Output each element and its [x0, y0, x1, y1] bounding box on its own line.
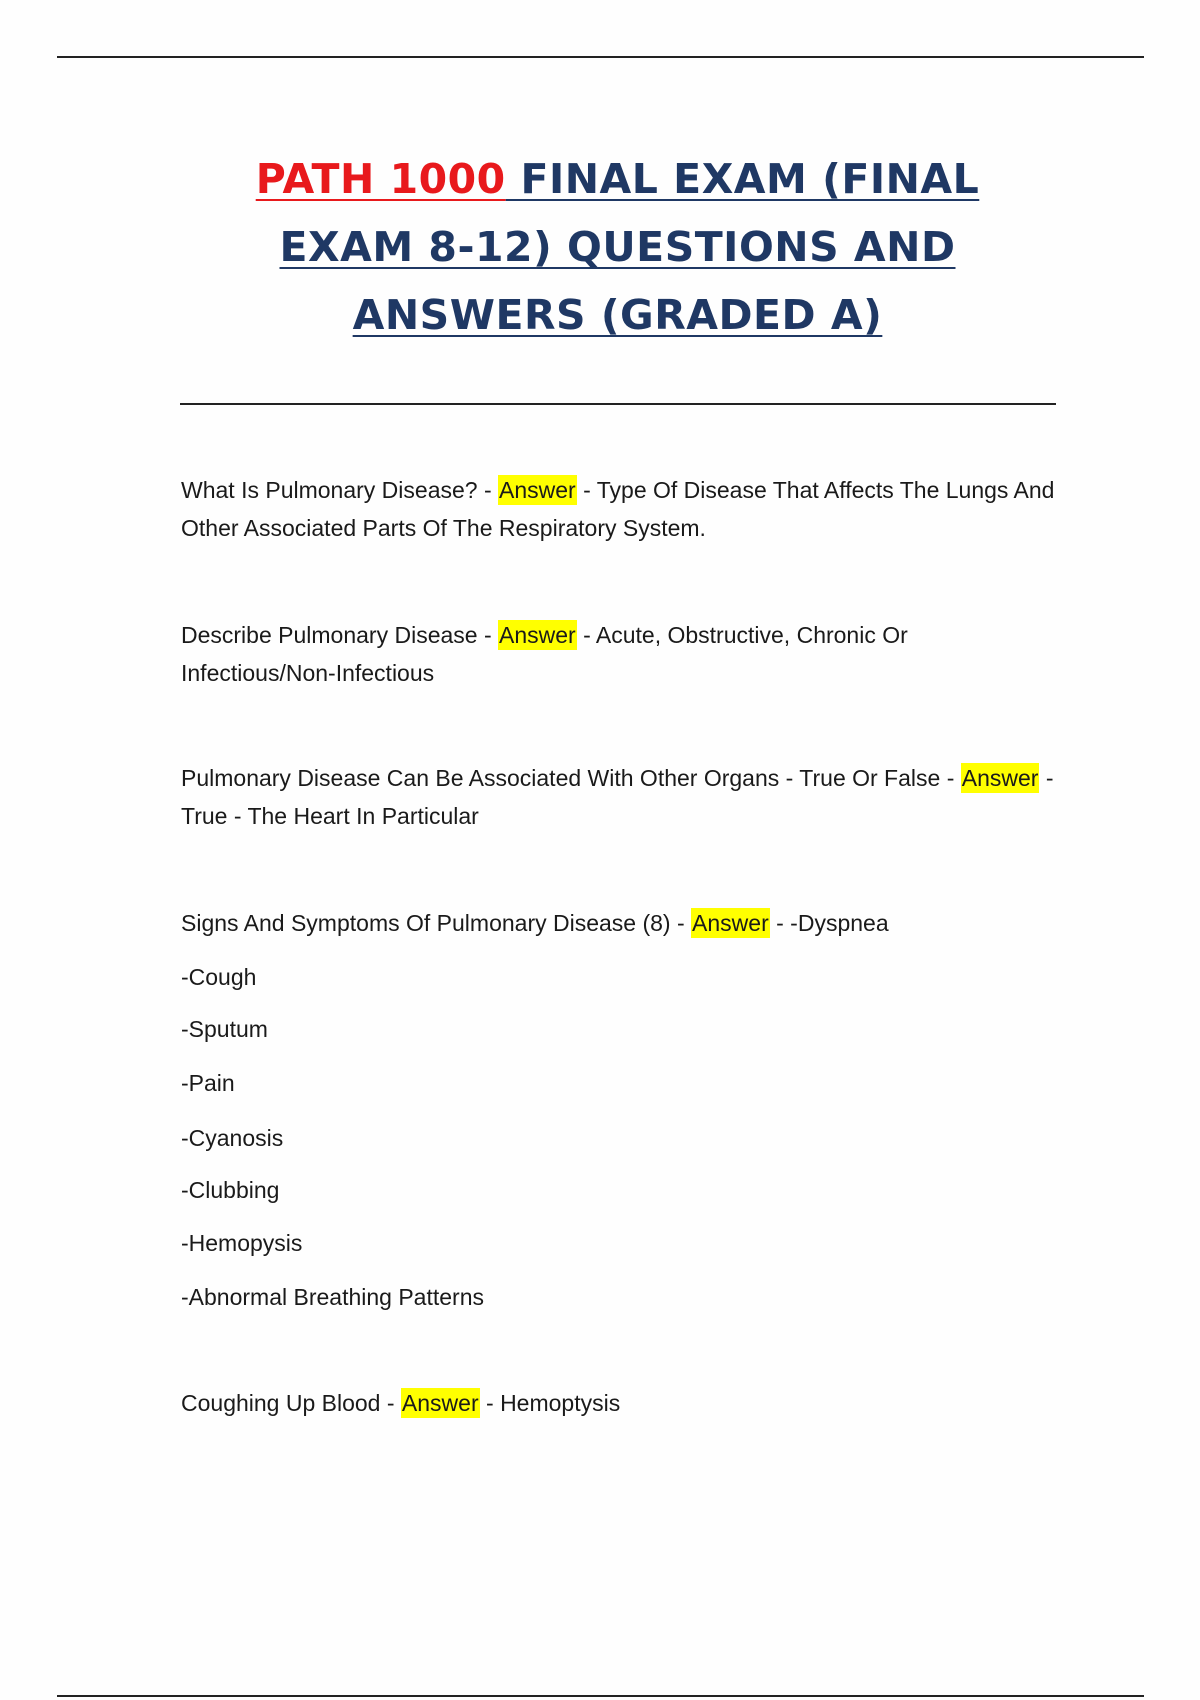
answer-text: - -Dyspnea: [769, 910, 889, 936]
question-text: Signs And Symptoms Of Pulmonary Disease (8) -: [181, 910, 692, 936]
title-course-code: PATH 1000: [255, 155, 506, 203]
answer-text: - Hemoptysis: [479, 1390, 621, 1416]
list-item: -Sputum: [181, 1016, 268, 1042]
question-text: Coughing Up Blood -: [181, 1390, 401, 1416]
qa-item-2: [181, 616, 1061, 692]
answer-highlight: Answer: [401, 1390, 479, 1416]
answer-text: - Acute, Obstructive, Chronic Or Infectious/Non-Infectious: [181, 622, 908, 686]
answer-highlight: Answer: [499, 622, 576, 648]
question-text: What Is Pulmonary Disease? -: [181, 477, 499, 503]
question-text: Describe Pulmonary Disease -: [181, 622, 499, 648]
header-rule: [57, 56, 1144, 58]
title-line-1: FINAL EXAM (FINAL: [505, 155, 980, 203]
footer-rule: [57, 1695, 1144, 1697]
list-item: -Abnormal Breathing Patterns: [181, 1284, 484, 1310]
list-item: -Clubbing: [181, 1177, 280, 1203]
title-line-2: EXAM 8-12) QUESTIONS AND: [279, 223, 956, 271]
answer-text: - True - The Heart In Particular: [181, 765, 1054, 829]
qa-item-3: [181, 759, 1061, 835]
title-line-3: ANSWERS (GRADED A): [352, 291, 883, 339]
title-divider: [180, 403, 1056, 405]
answer-highlight: Answer: [499, 477, 576, 503]
document-title: [150, 145, 1085, 349]
qa-item-4: [181, 904, 1061, 942]
list-item: -Cough: [181, 964, 257, 990]
qa-item-5: [181, 1384, 1061, 1422]
list-item: -Hemopysis: [181, 1230, 303, 1256]
answer-highlight: Answer: [692, 910, 769, 936]
answer-highlight: Answer: [961, 765, 1039, 791]
answer-text: - Type Of Disease That Affects The Lungs And Other Associated Parts Of The Respiratory System.: [181, 477, 1055, 541]
qa-item-1: [181, 471, 1061, 547]
list-item: -Cyanosis: [181, 1125, 284, 1151]
list-item: -Pain: [181, 1070, 235, 1096]
question-text: Pulmonary Disease Can Be Associated With Other Organs - True Or False -: [181, 765, 961, 791]
